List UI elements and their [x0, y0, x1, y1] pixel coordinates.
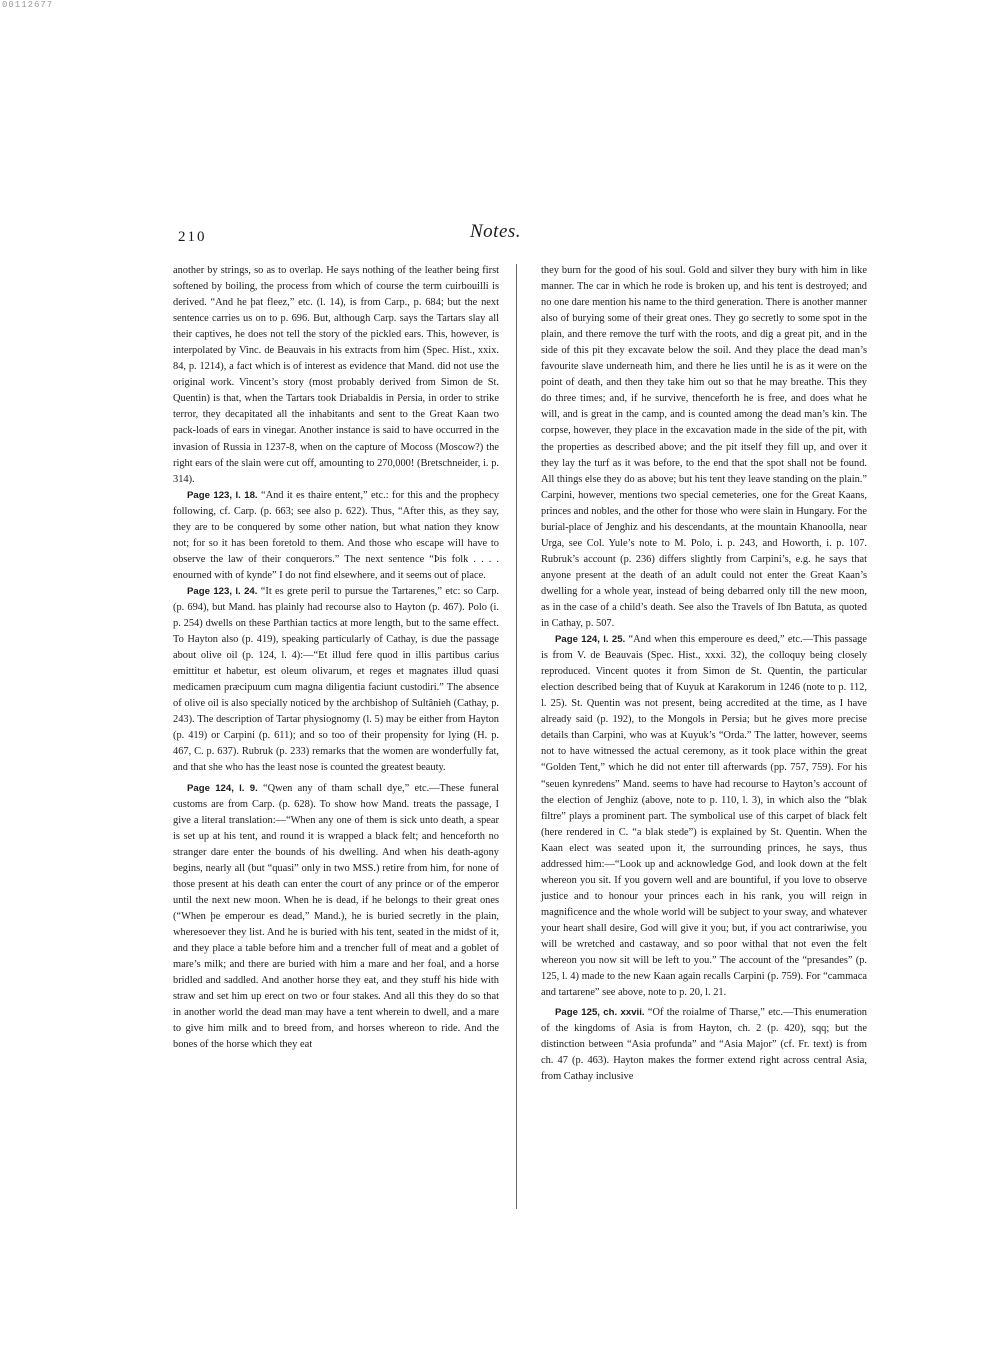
- note-paragraph: [173, 263, 499, 488]
- note-text: another by strings, so as to overlap. He says nothing of the leather being first softened by boiling, the process from which of course the term cuirbouilli is derived. “And he þat fleez,” etc. (l. 14), is from Carp., p. 684; but the next sentence carries us on to p. 696. But, although Carp. says the Tartars slay all their captives, he does not tell the story of the pickled ears. This, however, is interpolated by Vinc. de Beauvais in his extracts from him (Spec. Hist., xxix. 84, p. 1214), a fact which is of interest as evidence that Mand. did not use the original work. Vincent’s story (most probably derived from Simon de St. Quentin) is that, when the Tartars took Driabaldis in Persia, in order to strike terror, they decapitated all the inhabitants and sent to the Great Kaan two pack-loads of ears in vinegar. Another instance is said to have occurred in the invasion of Russia in 1237-8, when on the capture of Mocoss (Moscow?) the right ears of the slain were cut off, amounting to 270,000! (Bretschneider, i. p. 314).: [173, 265, 499, 485]
- note-paragraph: [541, 263, 867, 632]
- note-paragraph: [541, 632, 867, 1001]
- note-text: they burn for the good of his soul. Gold and silver they bury with him in like manner. The car in which he rode is broken up, and his tent is destroyed; and no one dare mention his name to the third generation. There is another manner also of burying some of their great ones. They go secretly to some spot in the plain, and there remove the turf with the roots, and dig a great pit, and in the side of this pit they excavate below the soil. And they place the dead man’s favourite slave underneath him, and there he lies until he is as it were on the point of death, and then they take him out so that he may breathe. This they do three times; and, if he survive, thenceforth he is free, and does what he will, and is great in the camp, and is counted among the dead man’s kin. The corpse, however, they place in the excavation made in the side of the pit, with the properties as described above; and the pit itself they fill up, and over it they lay the turf as it was before, to the end that the spot shall not be found. All things else they do as above; but his tent they leave standing on the plain.” Carpini, however, mentions two special cemeteries, one for the Great Kaans, princes and nobles, and the other for those who were slain in Hungary. For the burial-place of Jenghiz and his descendants, at the mountain Khanoolla, near Urga, see Col. Yule’s note to M. Polo, i. p. 243, and Howorth, i. p. 107. Rubruk’s account (p. 236) differs slightly from Carpini’s, e.g. he says that anyone present at the death of an adult could not enter the Great Kaan’s dwelling for a whole year, instead of being debarred only till the new moon, as in the case of a child’s death. See also the Travels of Ibn Batuta, as quoted in Cathay, p. 507.: [541, 265, 867, 630]
- note-text: “And it es thaire entent,” etc.: for this and the prophecy following, cf. Carp. (p. 663; see also p. 622). Thus, “After this, as they say, they are to be conquered by some other nation, but what nation they know not; for so it has been foretold to them. And those who escape will have to observe the law of their conquerors.” The next sentence “Þis folk . . . . enourned with of kynde” I do not find elsewhere, and it seems out of place.: [173, 489, 499, 581]
- note-text: “It es grete peril to pursue the Tartarenes,” etc: so Carp. (p. 694), but Mand. has plainly had recourse also to Hayton (p. 467). Polo (i. p. 254) dwells on these Parthian tactics at more length, but to the same effect. To Hayton also (p. 419), speaking particularly of Cathay, is due the passage about olive oil (p. 124, l. 4):—“Et illud fere quod in illis partibus carius emittitur et habetur, est oleum olivarum, et reges et magnates illud quasi medicamen præcipuum cum magna diligentia faciunt custodiri.” The absence of olive oil is also specially noticed by the archbishop of Sultânieh (Cathay, p. 243). The description of Tartar physiognomy (l. 5) may be either from Hayton (p. 419) or Carpini (p. 611); and so too of their propensity for lying (H. p. 467, C. p. 637). Rubruk (p. 233) remarks that the women are wonderfully fat, and that she who has the least nose is counted the greatest beauty.: [173, 585, 499, 774]
- archive-stamp: 00112677: [2, 0, 54, 10]
- note-paragraph: [173, 781, 499, 1054]
- note-paragraph: [173, 488, 499, 584]
- page-reference: Page 124, l. 25.: [555, 634, 626, 646]
- page-reference: Page 123, l. 24.: [187, 585, 258, 597]
- left-column: [173, 263, 499, 1053]
- note-paragraph: [541, 1005, 867, 1085]
- right-column: [541, 263, 867, 1085]
- page-reference: Page 125, ch. xxvii.: [555, 1007, 645, 1019]
- note-text: “And when this emperoure es deed,” etc.—This passage is from V. de Beauvais (Spec. Hist., xxxi. 32), the colloquy being closely reproduced. Vincent quotes it from Simon de St. Quentin, the particular election described being that of Kuyuk at Karakorum in 1246 (note to p. 112, l. 25). St. Quentin was not present, being accredited at the time, as I have already said (p. 192), to the Mongols in Persia; but he gives more precise details than Carpini, who was at Kuyuk’s “Orda.” The latter, however, seems not to have witnessed the actual ceremony, as it took place within the great “Golden Tent,” which he did not enter till afterwards (pp. 757, 759). For his “seuen kynredens” Mand. seems to have had recourse to Hayton’s account of the election of Jenghiz (above, note to p. 110, l. 3), in which also the “blak filtre” plays a prominent part. The symbolical use of this carpet of black felt (here rendered in C. “a blak stede”) is explained by St. Quentin. When the Kaan elect was seated upon it, the surrounding princes, he says, thus addressed him:—“Look up and acknowledge God, and look down at the felt whereon you sit. If you govern well and are bountiful, if you love to observe justice and to honour your princes each in his rank, you will reign in magnificence and the whole world will be subject to your sway, and whatever your heart shall desire, God will give it you; but, if you act contrariwise, you will be wretched and castaway, and so poor withal that not even the felt whereon you now sit will be left to you.” The account of the “presandes” (p. 125, l. 4) made to the new Kaan again recalls Carpini (p. 759). For “cammaca and tartarene” see above, note to p. 20, l. 21.: [541, 634, 867, 999]
- page-reference: Page 123, l. 18.: [187, 489, 258, 501]
- running-title: Notes.: [470, 221, 522, 242]
- note-text: “Of the roialme of Tharse,” etc.—This enumeration of the kingdoms of Asia is from Hayton, ch. 2 (p. 420), sqq; but the distinction between “Asia profunda” and “Asia Major” (cf. Fr. text) is from ch. 47 (p. 463). Hayton makes the former extend right across central Asia, from Cathay inclusive: [541, 1007, 867, 1083]
- column-divider: [516, 264, 517, 1209]
- note-text: “Qwen any of tham schall dye,” etc.—These funeral customs are from Carp. (p. 628). To show how Mand. treats the passage, I give a literal translation:—“When any one of them is sick unto death, a spear is set up at his tent, and round it is wrapped a black felt; and henceforth no stranger dare enter the bounds of his dwelling. And when his death-agony begins, nearly all (but “quasi” only in two MSS.) retire from him, for none of those present at his death can enter the court of any prince or of the emperor until the next new moon. When he is dead, if he belongs to their great ones (“When þe emperour es dead,” Mand.), he is buried secretly in the plain, wheresoever they list. And he is buried with his tent, seated in the midst of it, and they place a table before him and a trencher full of meat and a goblet of mare’s milk; and there are buried with him a mare and her foal, and a horse bridled and saddled. And another horse they eat, and they stuff his hide with straw and set him up erect on two or four stakes. And all this they do so that in another world the dead man may have a tent wherein to dwell, and a mare to give him milk and to breed from, and horses whereon to ride. And the bones of the horse which they eat: [173, 782, 499, 1051]
- note-paragraph: [173, 584, 499, 777]
- page-reference: Page 124, l. 9.: [187, 782, 258, 794]
- page-number: 210: [178, 229, 207, 245]
